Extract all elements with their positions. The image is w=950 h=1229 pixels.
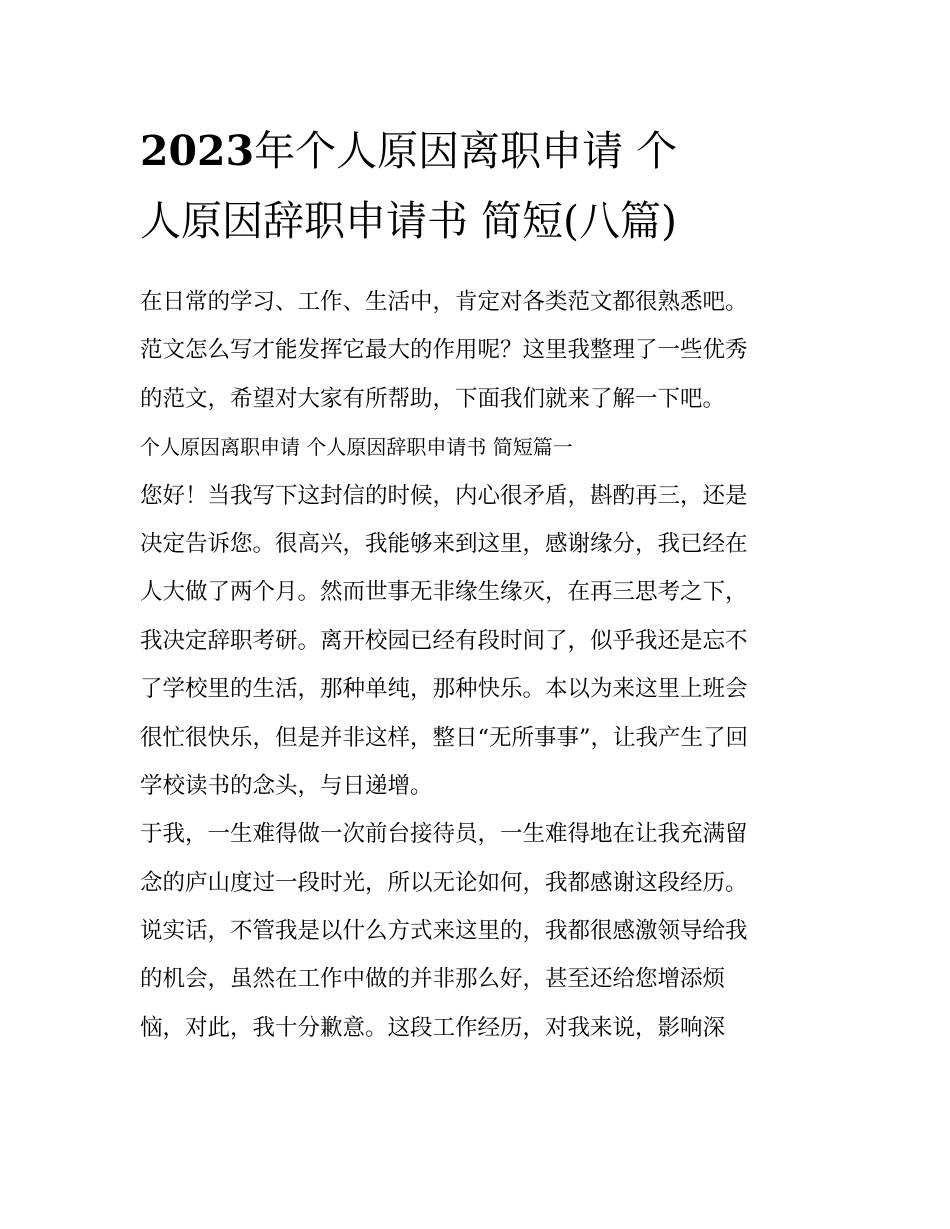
document-title bbox=[140, 116, 820, 256]
body-line: 我决定辞职考研。离开校园已经有段时间了，似乎我还是忘不 bbox=[140, 627, 748, 654]
body-line: 范文怎么写才能发挥它最大的作用呢？这里我整理了一些优秀 bbox=[140, 337, 748, 364]
title-year: 2023 bbox=[140, 127, 255, 175]
body-line: 在日常的学习、工作、生活中，肯定对各类范文都很熟悉吧。 bbox=[140, 289, 748, 315]
body-line: 说实话，不管我是以什么方式来这里的，我都很感激领导给我 bbox=[140, 918, 748, 945]
body-line: 的机会，虽然在工作中做的并非那么好，甚至还给您增添烦 bbox=[140, 966, 726, 993]
body-line: 恼，对此，我十分歉意。这段工作经历，对我来说，影响深 bbox=[140, 1014, 726, 1041]
body-line: 人大做了两个月。然而世事无非缘生缘灭，在再三思考之下， bbox=[140, 579, 748, 606]
title-line-2: 人原因辞职申请书 简短(八篇) bbox=[140, 197, 678, 245]
body-line: 决定告诉您。很高兴，我能够来到这里，感谢缘分，我已经在 bbox=[140, 530, 748, 557]
body-line: 很忙很快乐，但是并非这样，整日“无所事事”，让我产生了回 bbox=[140, 724, 749, 751]
title-line-1-text: 年个人原因离职申请 个 bbox=[254, 127, 678, 175]
body-line: 了学校里的生活，那种单纯，那种快乐。本以为来这里上班会 bbox=[140, 676, 748, 703]
document-body bbox=[140, 278, 830, 1052]
body-line: 学校读书的念头，与日递增。 bbox=[140, 772, 433, 799]
body-line: 于我，一生难得做一次前台接待员，一生难得地在让我充满留 bbox=[140, 821, 748, 848]
section-heading: 个人原因离职申请 个人原因辞职申请书 简短篇一 bbox=[140, 435, 573, 460]
body-line: 念的庐山度过一段时光，所以无论如何，我都感谢这段经历。 bbox=[140, 869, 748, 896]
title-line-1 bbox=[140, 116, 820, 186]
body-line: 您好！当我写下这封信的时候，内心很矛盾，斟酌再三，还是 bbox=[140, 482, 748, 509]
body-line: 的范文，希望对大家有所帮助，下面我们就来了解一下吧。 bbox=[140, 385, 726, 412]
